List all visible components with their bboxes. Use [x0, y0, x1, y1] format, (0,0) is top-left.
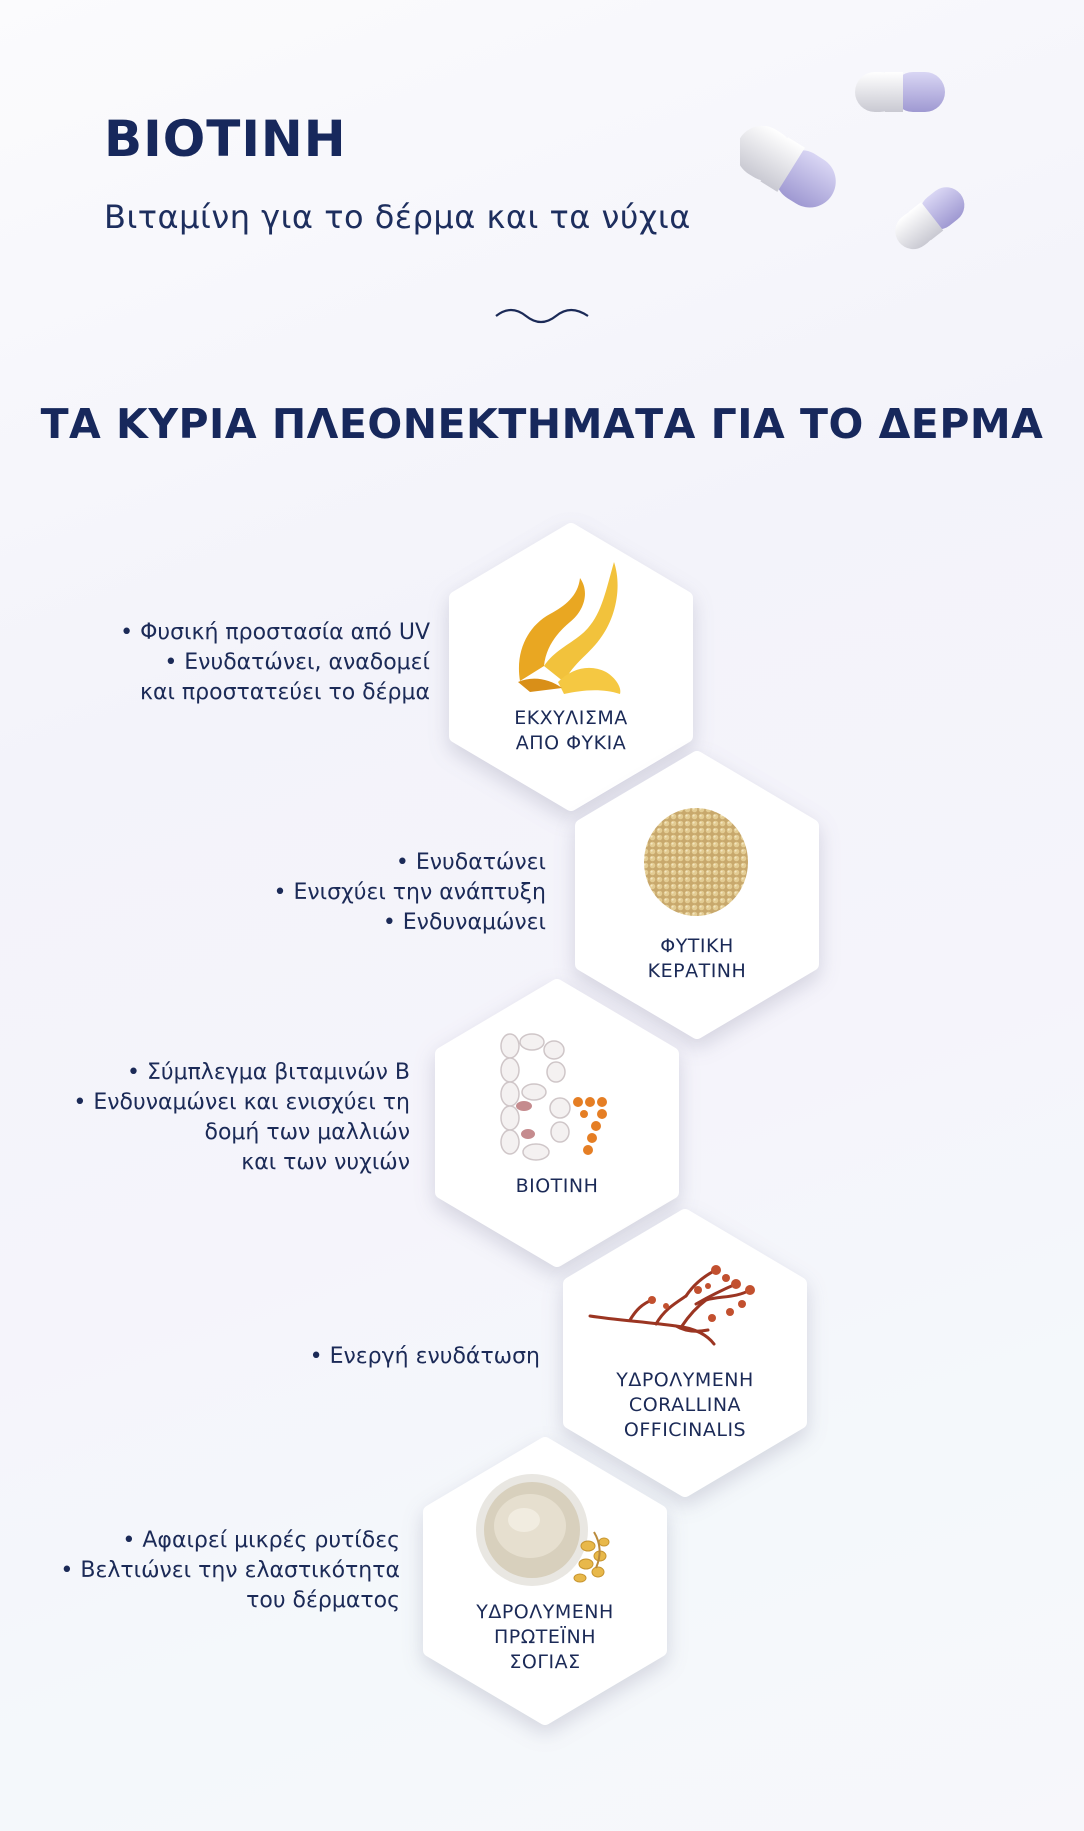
benefits-list-soy — [60, 1526, 400, 1616]
benefit-item: • Ενδυναμώνει και ενισχύει τη — [73, 1090, 410, 1115]
ingredient-label-line: ΠΡΩΤΕΪΝΗ — [494, 1626, 596, 1648]
wave-divider-icon — [494, 306, 590, 326]
benefits-list-keratin — [273, 848, 546, 938]
benefit-item: και των νυχιών — [241, 1150, 410, 1175]
ingredient-label-line: ΒΙΟΤΙΝΗ — [515, 1175, 599, 1197]
ingredient-label-line: ΣΟΓΙΑΣ — [509, 1651, 581, 1673]
ingredient-label — [574, 934, 820, 984]
benefit-item: • Ενδυναμώνει — [382, 910, 546, 935]
benefit-item: • Φυσική προστασία από UV — [120, 620, 430, 645]
benefit-item: • Ενυδατώνει — [395, 850, 546, 875]
page-subtitle: Βιταμίνη για το δέρμα και τα νύχια — [104, 198, 691, 236]
section-title: ΤΑ ΚΥΡΙΑ ΠΛΕΟΝΕΚΤΗΜΑΤΑ ΓΙΑ ΤΟ ΔΕΡΜΑ — [40, 400, 1044, 448]
benefits-list-seaweed — [120, 618, 430, 708]
red-coral-algae-icon — [586, 1260, 758, 1352]
ingredient-label — [434, 1174, 680, 1199]
capsules-icon — [740, 60, 980, 250]
page-title: ΒΙΟΤΙΝΗ — [104, 110, 347, 168]
ingredient-label-line: ΕΚΧΥΛΙΣΜΑ — [514, 707, 628, 729]
benefit-item: του δέρματος — [246, 1588, 400, 1613]
ingredient-label-line: ΚΕΡΑΤΙΝΗ — [647, 960, 747, 982]
benefit-item: • Ενισχύει την ανάπτυξη — [273, 880, 546, 905]
benefits-list-corallina — [310, 1342, 540, 1372]
benefit-item: • Σύμπλεγμα βιταμινών Β — [126, 1060, 410, 1085]
benefit-item: • Ενυδατώνει, αναδομεί — [164, 650, 430, 675]
ingredient-label — [562, 1368, 808, 1443]
ingredient-label-line: ΦΥΤΙΚΗ — [660, 935, 734, 957]
ingredient-label-line: CORALLINA — [628, 1394, 742, 1416]
ingredient-label-line: OFFICINALIS — [623, 1419, 747, 1441]
benefit-item: • Ενεργή ενυδάτωση — [309, 1344, 540, 1369]
yellow-seaweed-icon — [510, 556, 628, 696]
soy-powder-bowl-icon — [476, 1472, 616, 1592]
benefit-item: δομή των μαλλιών — [204, 1120, 410, 1145]
ingredient-label-line: ΥΔΡΟΛΥΜΕΝΗ — [476, 1601, 614, 1623]
ingredient-label-line: ΥΔΡΟΛΥΜΕΝΗ — [616, 1369, 754, 1391]
ingredient-label — [422, 1600, 668, 1675]
benefit-item: • Βελτιώνει την ελαστικότητα — [60, 1558, 400, 1583]
benefit-item: • Αφαιρεί μικρές ρυτίδες — [122, 1528, 400, 1553]
ingredient-label-line: ΑΠΟ ΦΥΚΙΑ — [515, 732, 627, 754]
benefit-item: και προστατεύει το δέρμα — [140, 680, 430, 705]
benefits-list-biotin — [73, 1058, 410, 1178]
ingredient-card-soy — [422, 1440, 668, 1722]
b7-letters-icon — [498, 1032, 628, 1172]
seeds-pile-icon — [642, 806, 750, 918]
ingredient-label — [448, 706, 694, 756]
